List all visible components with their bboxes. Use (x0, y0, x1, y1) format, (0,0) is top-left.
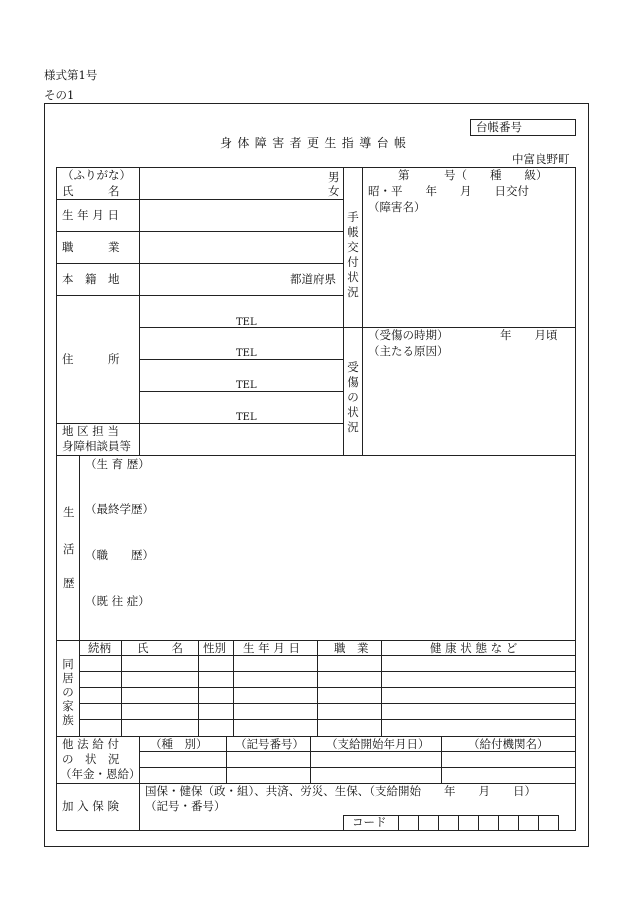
municipality: 中富良野町 (512, 152, 570, 166)
domicile-field[interactable] (140, 264, 290, 295)
family-label: 同居の家族 (62, 657, 74, 727)
form-number: 様式第1号 (44, 68, 98, 82)
code-label: コード (352, 815, 387, 829)
life-history-label-3: 歴 (63, 576, 75, 590)
code-digit-4[interactable] (458, 815, 479, 831)
counselor-label-1: 地 区 担 当 (62, 424, 119, 438)
code-digit-3[interactable] (438, 815, 459, 831)
insurance-number-label: （記号・番号） (145, 799, 226, 813)
benefits-col-start: （支給開始年月日） (326, 737, 430, 751)
insurance-types[interactable]: 国保・健保（政・組）、共済、労災、生保、（支給開始 年 月 日） (145, 784, 536, 798)
birth-date-field[interactable] (140, 200, 343, 231)
family-col-sex: 性別 (203, 641, 226, 655)
growth-history-label: （生 育 歴） (85, 457, 150, 471)
injury-status-label: 受傷の状況 (347, 360, 359, 434)
family-col-health: 健 康 状 態 な ど (430, 641, 518, 655)
tel-label-2: TEL (236, 348, 257, 359)
family-col-relation: 続柄 (88, 641, 111, 655)
name-label: 氏 名 (62, 184, 120, 198)
benefits-label-1: 他 法 給 付 (62, 737, 119, 751)
disability-name-label: （障害名） (368, 200, 426, 214)
form-subnumber: その1 (44, 88, 75, 102)
family-col-birth: 生 年 月 日 (243, 641, 300, 655)
education-label: （最終学歴） (85, 502, 154, 516)
notebook-number[interactable]: 第 号（ 種 級） (398, 168, 548, 182)
family-col-occupation: 職 業 (334, 641, 369, 655)
insurance-label: 加 入 保 険 (62, 799, 119, 813)
tel-label-4: TEL (236, 412, 257, 423)
sex-female[interactable]: 女 (328, 184, 340, 198)
family-col-name: 氏 名 (137, 641, 183, 655)
benefits-label-3: （年金・恩給） (60, 767, 141, 781)
benefits-label-2: の 状 況 (62, 752, 120, 766)
notebook-issued[interactable]: 昭・平 年 月 日交付 (368, 184, 529, 198)
page-title: 身体障害者更生指導台帳 (220, 136, 412, 150)
code-digit-1[interactable] (398, 815, 419, 831)
occupation-field[interactable] (140, 232, 343, 263)
name-field[interactable] (140, 168, 325, 199)
injury-time-label: （受傷の時期） (368, 328, 449, 342)
furigana-label: （ふりがな） (62, 168, 131, 182)
benefits-col-type: （種 別） (150, 737, 208, 751)
notebook-status-label: 手帳交付状況 (347, 210, 359, 299)
code-digit-6[interactable] (498, 815, 519, 831)
address-label: 住 所 (62, 352, 120, 366)
code-digit-2[interactable] (418, 815, 439, 831)
medical-history-label: （既 往 症） (85, 594, 150, 608)
code-digit-7[interactable] (518, 815, 539, 831)
prefecture-text: 都道府県 (290, 272, 336, 286)
injury-time-suffix: 年 月頃 (500, 328, 558, 342)
code-digit-8[interactable] (538, 815, 559, 831)
birth-date-label: 生 年 月 日 (62, 208, 119, 222)
ledger-number-label: 台帳番号 (476, 120, 522, 134)
injury-cause-label: （主たる原因） (368, 344, 449, 358)
counselor-label-2: 身障相談員等 (62, 439, 131, 453)
sex-male[interactable]: 男 (328, 170, 340, 184)
domicile-label: 本 籍 地 (62, 272, 120, 286)
code-digit-5[interactable] (478, 815, 499, 831)
benefits-col-code: （記号番号） (235, 737, 304, 751)
benefits-col-agency: （給付機関名） (468, 737, 549, 751)
occupation-label: 職 業 (62, 240, 120, 254)
tel-label-3: TEL (236, 380, 257, 391)
tel-label-1: TEL (236, 317, 257, 328)
career-label: （職 歴） (85, 548, 154, 562)
life-history-label-2: 活 (63, 542, 75, 556)
life-history-label-1: 生 (63, 505, 75, 519)
